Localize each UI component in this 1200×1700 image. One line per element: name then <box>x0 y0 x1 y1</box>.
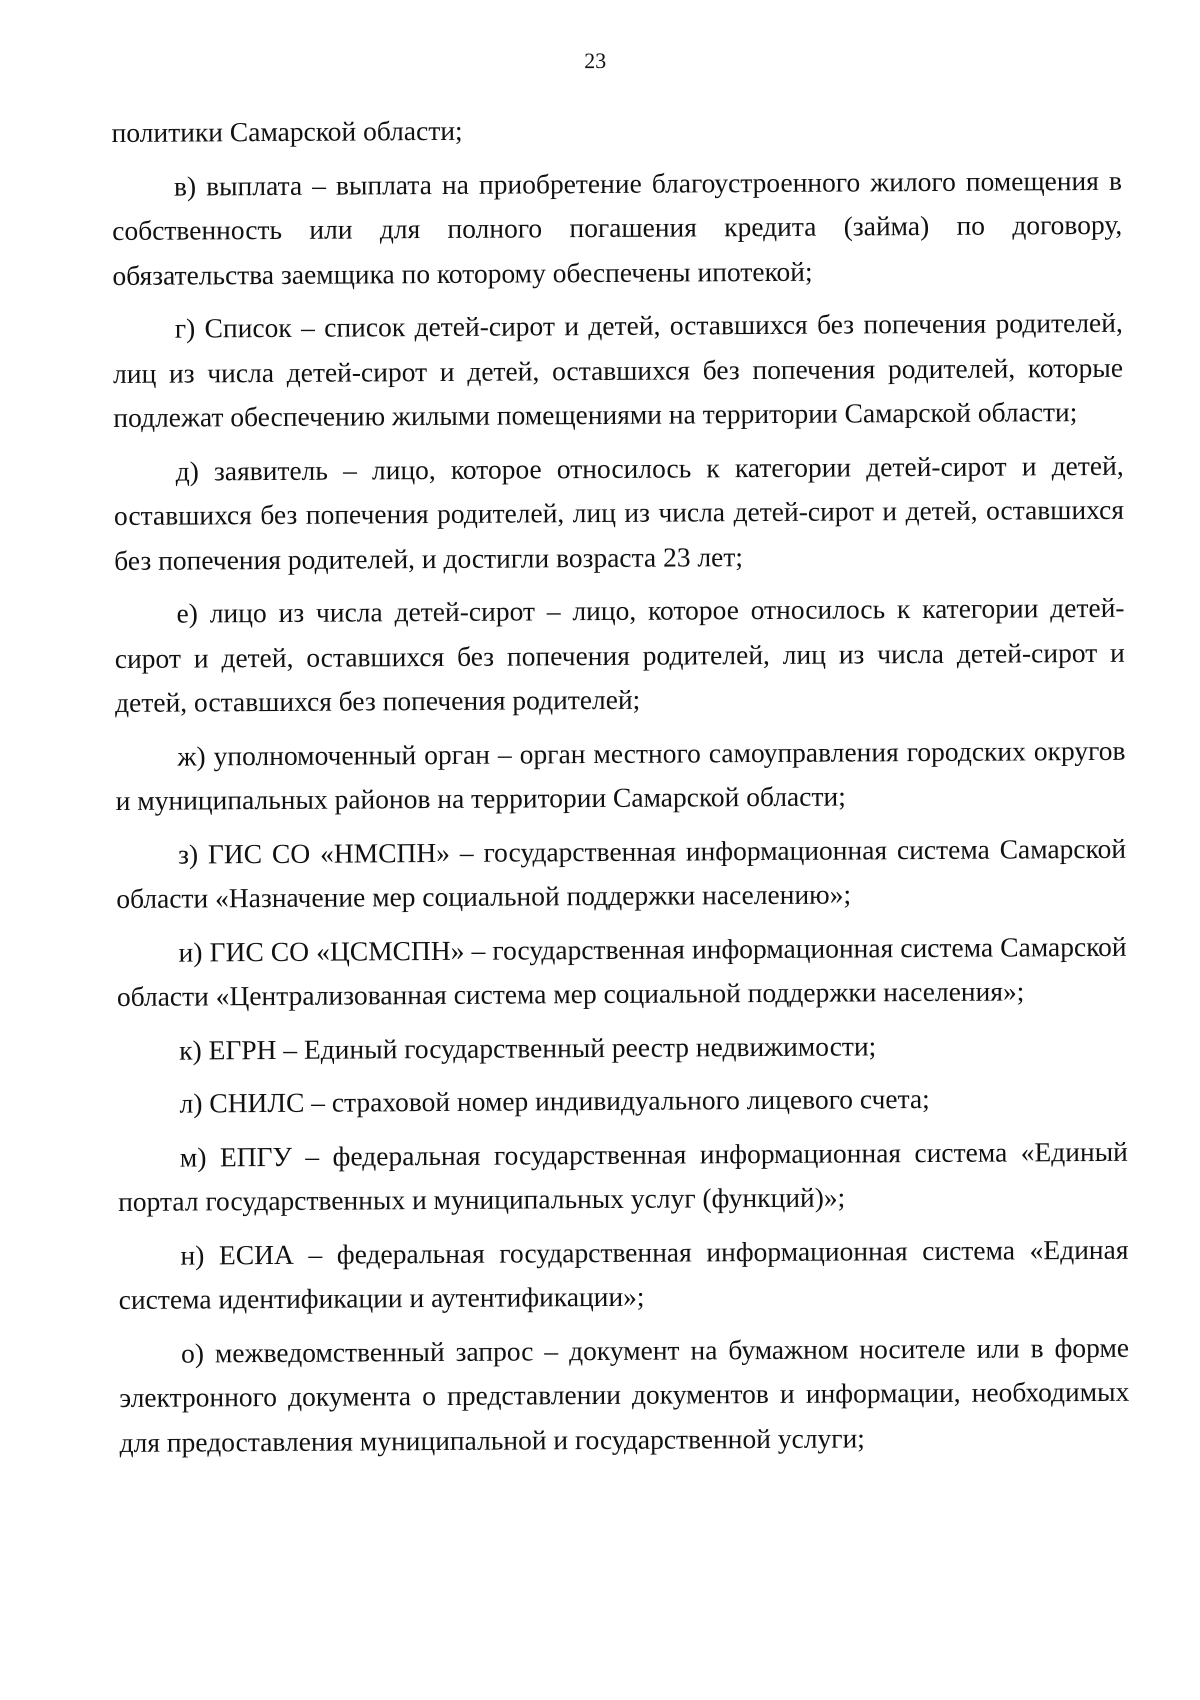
paragraph-i-gis-csmspn: и) ГИС СО «ЦСМСПН» – государственная информационная система Самарской области «Централизованная система мер социальной поддержки населения»; <box>116 930 1127 1012</box>
paragraph-n-esia: н) ЕСИА – федеральная государственная информационная система «Единая система идентификации и аутентификации»; <box>118 1233 1129 1315</box>
paragraph-g-list: г) Список – список детей-сирот и детей, оставшихся без попечения родителей, лиц из числа детей-сирот и детей, оставшихся без попечения родителей, которые подлежат обеспечению жилыми помещениями на территории Самарской области; <box>112 306 1124 433</box>
paragraph-d-applicant: д) заявитель – лицо, которое относилось к категории детей-сирот и детей, оставшихся без попечения родителей, лиц из числа детей-сирот и детей, оставшихся без попечения родителей, и достигли возраста 23 лет; <box>113 449 1125 576</box>
paragraph-zh-authority: ж) уполномоченный орган – орган местного самоуправления городских округов и муниципальных районов на территории Самарской области; <box>115 734 1126 816</box>
paragraph-k-egrn: к) ЕГРН – Единый государственный реестр недвижимости; <box>179 1029 877 1066</box>
paragraph-continuation: политики Самарской области; <box>111 114 463 148</box>
paragraph-e-person: е) лицо из числа детей-сирот – лицо, которое относилось к категории детей-сирот и детей, оставшихся без попечения родителей, лиц из числа детей-сирот и детей, оставшихся без попечения родителей; <box>114 591 1125 718</box>
paragraph-l-snils: л) СНИЛС – страховой номер индивидуального лицевого счета; <box>179 1082 930 1119</box>
page-number: 23 <box>584 47 607 74</box>
paragraph-v-payment: в) выплата – выплата на приобретение благоустроенного жилого помещения в собственность или для полного погашения кредита (займа) по договору, обязательства заемщика по которому обеспечены ипотекой; <box>112 164 1123 291</box>
document-body <box>111 105 1129 1474</box>
paragraph-z-gis-nmspn: з) ГИС СО «НМСПН» – государственная информационная система Самарской области «Назначение мер социальной поддержки населению»; <box>116 832 1127 914</box>
paragraph-m-epgu: м) ЕПГУ – федеральная государственная информационная система «Единый портал государственных и муниципальных услуг (функций)»; <box>118 1135 1128 1217</box>
paragraph-o-request: о) межведомственный запрос – документ на бумажном носителе или в форме электронного документа о представлении документов и информации, необходимых для предоставления муниципальной и государственной услуги; <box>119 1331 1130 1458</box>
